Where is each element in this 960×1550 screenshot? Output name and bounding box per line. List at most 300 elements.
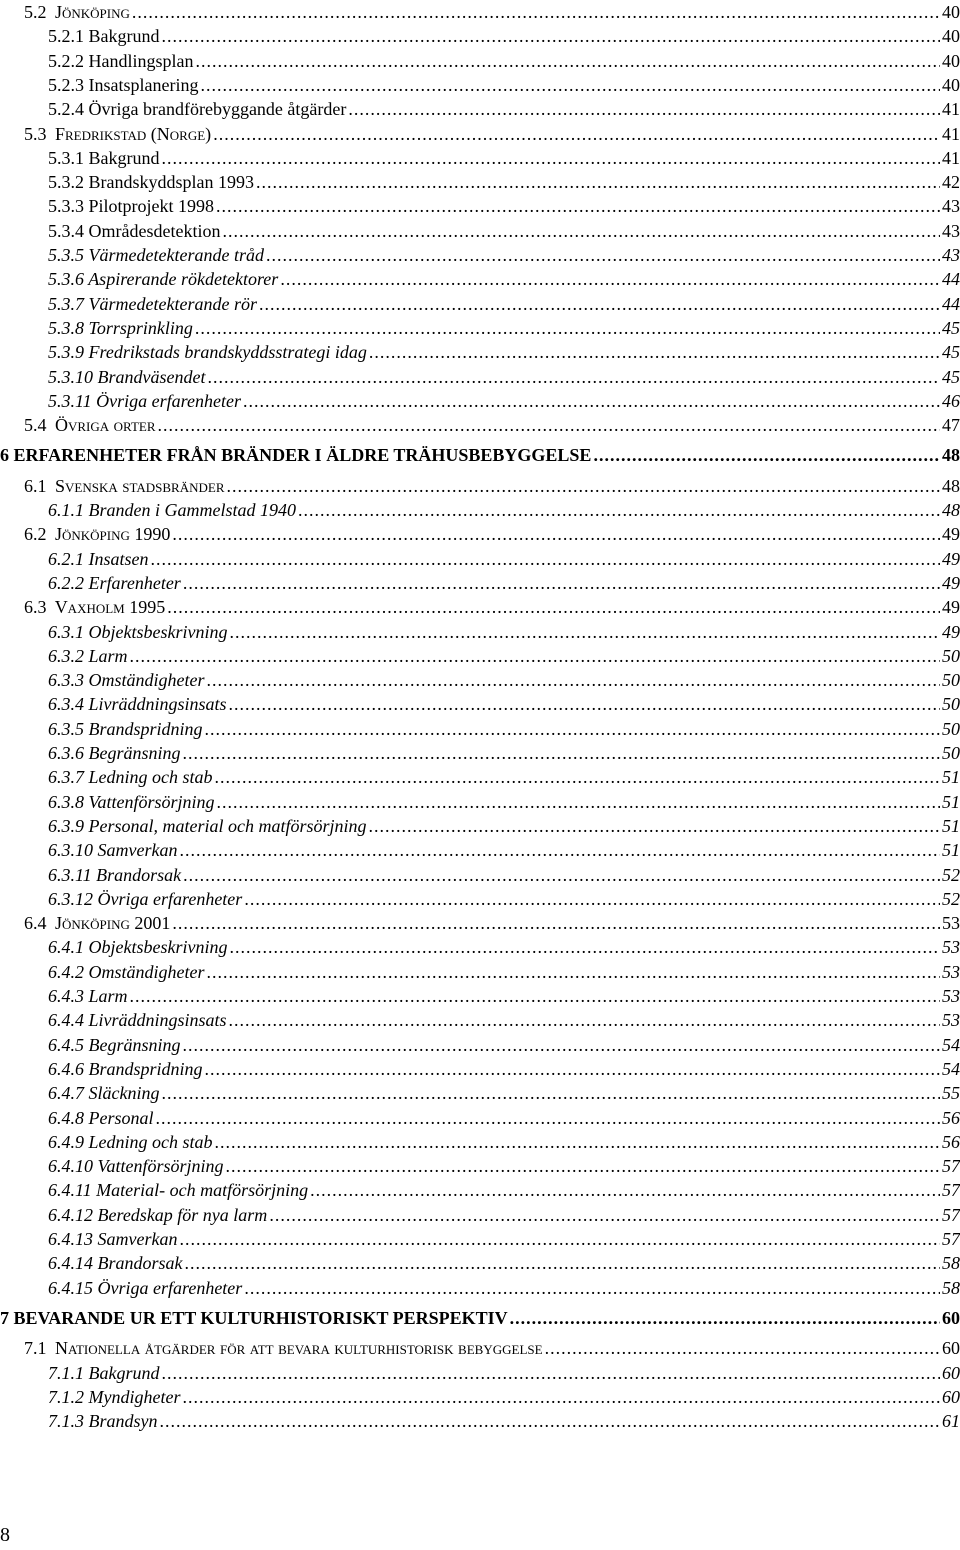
toc-entry-page: 58: [942, 1277, 960, 1298]
toc-leader-dots: [229, 1008, 940, 1032]
toc-entry-page: 57: [942, 1229, 960, 1249]
toc-entry-page: 53: [942, 937, 960, 958]
toc-entry[interactable]: [48, 194, 960, 218]
toc-entry-label: BEVARANDE UR ETT KULTURHISTORISKT PERSPEKTIV: [13, 1307, 508, 1328]
toc-entry-page: 53: [942, 913, 960, 934]
toc-entry-number: 6.4.3: [48, 986, 84, 1006]
toc-entry-page: 50: [942, 718, 960, 739]
toc-entry-label: Brandorsak: [97, 1253, 183, 1274]
toc-entry[interactable]: [48, 765, 960, 789]
toc-entry-number: 5.2.2: [48, 50, 84, 71]
toc-entry-label: Värmedetekterande tråd: [88, 245, 264, 265]
toc-entry-number: 6.2: [24, 524, 47, 545]
toc-entry-number: 5.3.4: [48, 220, 84, 241]
toc-entry-page: 45: [942, 342, 960, 363]
toc-leader-dots: [215, 765, 941, 789]
toc-entry[interactable]: [48, 960, 960, 984]
page-number: 8: [0, 1524, 10, 1546]
toc-entry-number: 6.3.8: [48, 791, 84, 812]
toc-leader-dots: [229, 620, 940, 644]
toc-entry-number: 6.4.7: [48, 1083, 84, 1104]
toc-entry[interactable]: [48, 1361, 960, 1385]
toc-entry[interactable]: [48, 1081, 960, 1105]
toc-entry-page: 49: [942, 548, 960, 569]
toc-entry-number: 5.2.4: [48, 99, 84, 120]
toc-leader-dots: [200, 73, 940, 97]
toc-entry[interactable]: [48, 1130, 960, 1154]
toc-entry[interactable]: [48, 814, 960, 838]
toc-entry-number: 5.3.3: [48, 196, 84, 217]
toc-entry-page: 60: [942, 1362, 960, 1383]
toc-entry-number: 6.4.9: [48, 1131, 84, 1152]
toc-entry[interactable]: [48, 1008, 960, 1032]
toc-entry-number: 6.2.1: [48, 548, 84, 569]
toc-entry-number: 5.3.10: [48, 366, 93, 387]
toc-entry-number: 6.4.12: [48, 1204, 93, 1225]
toc-entry[interactable]: [48, 984, 960, 1008]
toc-entry-page: 56: [942, 1131, 960, 1152]
toc-entry-number: 5.4: [24, 415, 47, 436]
toc-entry-number: 6.4.4: [48, 1010, 84, 1031]
toc-entry[interactable]: [48, 316, 960, 340]
toc-entry-page: 51: [942, 815, 960, 836]
toc-leader-dots: [207, 365, 940, 389]
toc-entry[interactable]: [48, 887, 960, 911]
toc-entry-number: 6.3.4: [48, 694, 84, 715]
toc-entry-page: 51: [942, 791, 960, 812]
toc-entry-title: [48, 97, 346, 121]
toc-entry-page: 60: [942, 1386, 960, 1407]
toc-leader-dots: [132, 0, 940, 24]
toc-entry-label: Brandspridning: [88, 1058, 203, 1079]
toc-entry-page: 50: [942, 645, 960, 666]
toc-leader-dots: [510, 1306, 940, 1330]
toc-entry[interactable]: [48, 170, 960, 194]
toc-entry[interactable]: [48, 340, 960, 364]
toc-entry-label: Personal, material och matförsörjning: [88, 815, 367, 836]
toc-entry-label: Bakgrund: [88, 147, 160, 168]
toc-entry-number: 5.2.3: [48, 74, 84, 95]
toc-entry-title: [48, 170, 254, 194]
toc-entry[interactable]: [48, 219, 960, 243]
toc-entry-title: [48, 340, 367, 364]
toc-entry-number: 5.3.1: [48, 147, 84, 168]
toc-entry-title: [48, 668, 205, 692]
toc-entry-page: 43: [942, 196, 960, 217]
toc-entry-label: Insatsplanering: [88, 74, 199, 95]
toc-leader-dots: [183, 571, 940, 595]
toc-entry[interactable]: [0, 1306, 960, 1330]
toc-leader-dots: [158, 413, 941, 437]
toc-entry-page: 50: [942, 743, 960, 763]
toc-leader-dots: [207, 668, 941, 692]
toc-entry[interactable]: [48, 1106, 960, 1130]
toc-entry[interactable]: [48, 790, 960, 814]
toc-entry-title: [48, 984, 128, 1008]
toc-entry-label: Begränsning: [88, 743, 181, 763]
toc-entry[interactable]: [48, 838, 960, 862]
toc-leader-dots: [162, 146, 941, 170]
toc-entry-label: Bakgrund: [88, 26, 160, 47]
toc-entry-label: Brandorsak: [96, 864, 182, 885]
toc-entry-title: [48, 887, 242, 911]
toc-entry-page: 57: [942, 1156, 960, 1177]
toc-entry-label: Torrsprinkling: [88, 317, 193, 338]
toc-entry-number: 6.4.6: [48, 1058, 84, 1079]
toc-entry[interactable]: [48, 1227, 960, 1251]
toc-entry-title: [48, 717, 203, 741]
toc-entry-number: 6.4.14: [48, 1253, 93, 1274]
toc-entry-title: [48, 1081, 159, 1105]
toc-entry[interactable]: [0, 443, 960, 467]
toc-entry-label: Jönköping 1990: [55, 524, 171, 545]
toc-entry-label: Övriga erfarenheter: [97, 1277, 243, 1298]
toc-leader-dots: [183, 741, 941, 765]
toc-entry-page: 49: [942, 524, 960, 545]
toc-leader-dots: [593, 443, 940, 467]
toc-entry[interactable]: [48, 1033, 960, 1057]
toc-leader-dots: [130, 644, 940, 668]
toc-entry-number: 6.4.10: [48, 1156, 93, 1177]
toc-entry-label: Vattenförsörjning: [97, 1156, 224, 1177]
toc-entry-title: [48, 644, 128, 668]
toc-entry[interactable]: [48, 49, 960, 73]
toc-entry-label: Objektsbeskrivning: [88, 621, 228, 642]
toc-entry-number: 5.3.11: [48, 390, 92, 411]
toc-leader-dots: [244, 1276, 940, 1300]
toc-entry-number: 7.1.3: [48, 1411, 84, 1432]
toc-entry-page: 52: [942, 888, 960, 909]
toc-entry[interactable]: [48, 1385, 960, 1409]
toc-entry-number: 7: [0, 1307, 9, 1328]
toc-entry-page: 53: [942, 986, 960, 1006]
toc-entry-title: [48, 1276, 242, 1300]
toc-entry[interactable]: [48, 1154, 960, 1178]
toc-entry[interactable]: [48, 243, 960, 267]
toc-leader-dots: [162, 24, 941, 48]
toc-entry[interactable]: [24, 1336, 960, 1360]
toc-entry-label: Övriga erfarenheter: [97, 888, 243, 909]
toc-leader-dots: [183, 863, 940, 887]
toc-entry[interactable]: [48, 1276, 960, 1300]
toc-entry-page: 54: [942, 1058, 960, 1079]
toc-leader-dots: [213, 122, 940, 146]
toc-entry-page: 45: [942, 366, 960, 387]
toc-entry[interactable]: [48, 668, 960, 692]
toc-entry[interactable]: [24, 0, 960, 24]
toc-entry-label: Fredrikstad (Norge): [55, 123, 212, 144]
toc-entry-title: [48, 24, 160, 48]
toc-entry-label: Insatsen: [88, 548, 149, 569]
toc-leader-dots: [172, 522, 940, 546]
toc-leader-dots: [205, 717, 940, 741]
toc-entry-title: [48, 219, 220, 243]
toc-entry-label: Begränsning: [88, 1034, 181, 1055]
toc-entry[interactable]: [48, 692, 960, 716]
toc-entry-page: 42: [942, 172, 960, 193]
toc-entry-title: [48, 194, 214, 218]
toc-entry-title: [48, 838, 177, 862]
toc-entry-title: [48, 243, 264, 267]
toc-leader-dots: [205, 1057, 940, 1081]
toc-leader-dots: [216, 194, 940, 218]
toc-entry-label: Omständigheter: [88, 670, 205, 691]
toc-entry-number: 6.3.1: [48, 621, 84, 642]
toc-entry-title: [48, 1154, 224, 1178]
toc-entry-label: Vattenförsörjning: [88, 791, 215, 812]
toc-entry-page: 49: [942, 621, 960, 642]
toc-entry-number: 6.4.13: [48, 1229, 93, 1249]
toc-entry-title: [48, 1106, 154, 1130]
toc-entry-label: Brandväsendet: [97, 366, 206, 387]
toc-entry[interactable]: [48, 1178, 960, 1202]
toc-entry-label: Ledning och stab: [88, 767, 213, 788]
toc-entry-label: Larm: [88, 645, 128, 666]
toc-entry-title: [48, 1227, 177, 1251]
toc-entry-title: [24, 1336, 543, 1360]
toc-leader-dots: [369, 814, 941, 838]
toc-entry-label: Övriga brandförebyggande åtgärder: [88, 99, 347, 120]
toc-entry[interactable]: [24, 122, 960, 146]
toc-entry-title: [24, 474, 225, 498]
toc-entry-page: 54: [942, 1034, 960, 1055]
toc-entry-title: [48, 1203, 267, 1227]
toc-leader-dots: [156, 1106, 941, 1130]
toc-entry-page: 44: [942, 269, 960, 290]
toc-leader-dots: [167, 595, 940, 619]
toc-entry-number: 6.3.6: [48, 743, 84, 763]
toc-entry[interactable]: [48, 73, 960, 97]
toc-leader-dots: [215, 1130, 941, 1154]
toc-entry-title: [0, 443, 591, 467]
toc-leader-dots: [369, 340, 940, 364]
toc-entry-page: 43: [942, 245, 960, 265]
toc-entry-title: [24, 413, 156, 437]
toc-entry-label: Branden i Gammelstad 1940: [88, 500, 296, 520]
toc-entry-title: [48, 316, 193, 340]
toc-entry-number: 6.3.10: [48, 840, 93, 861]
toc-entry[interactable]: [48, 97, 960, 121]
toc-entry-label: Samverkan: [97, 840, 178, 861]
toc-entry-page: 41: [942, 147, 960, 168]
toc-entry-number: 5.2.1: [48, 26, 84, 47]
toc-entry[interactable]: [48, 498, 960, 522]
toc-entry-label: Ledning och stab: [88, 1131, 213, 1152]
toc-entry-label: Beredskap för nya larm: [97, 1204, 268, 1225]
toc-entry-page: 57: [942, 1180, 960, 1201]
toc-entry-title: [48, 1385, 180, 1409]
toc-entry-page: 45: [942, 317, 960, 338]
toc-entry-number: 6.3: [24, 597, 47, 618]
toc-entry-title: [48, 267, 278, 291]
toc-entry-page: 51: [942, 767, 960, 788]
toc-entry-title: [24, 0, 130, 24]
toc-entry[interactable]: [48, 571, 960, 595]
toc-entry-title: [24, 595, 165, 619]
toc-entry-title: [48, 765, 213, 789]
toc-entry-title: [48, 935, 227, 959]
toc-leader-dots: [259, 292, 940, 316]
toc-leader-dots: [269, 1203, 940, 1227]
toc-entry-label: Värmedetekterande rör: [88, 293, 257, 314]
toc-entry-page: 53: [942, 961, 960, 982]
toc-entry[interactable]: [48, 717, 960, 741]
toc-leader-dots: [227, 474, 941, 498]
toc-entry[interactable]: [48, 24, 960, 48]
toc-leader-dots: [226, 1154, 940, 1178]
toc-entry[interactable]: [48, 863, 960, 887]
toc-entry[interactable]: [48, 547, 960, 571]
toc-entry-label: Myndigheter: [88, 1386, 181, 1407]
toc-entry-number: 7.1.2: [48, 1386, 84, 1407]
toc-entry-page: 40: [942, 26, 960, 47]
toc-entry-label: ERFARENHETER FRÅN BRÄNDER I ÄLDRE TRÄHUSBEBYGGELSE: [13, 445, 592, 466]
toc-leader-dots: [310, 1178, 940, 1202]
toc-entry-page: 53: [942, 1010, 960, 1031]
toc-entry[interactable]: [48, 267, 960, 291]
toc-entry[interactable]: [48, 1057, 960, 1081]
toc-entry-number: 6: [0, 445, 9, 466]
toc-entry-number: 7.1.1: [48, 1362, 84, 1383]
toc-entry-label: Brandskyddsplan 1993: [88, 172, 254, 193]
toc-entry-label: Samverkan: [97, 1229, 178, 1249]
toc-leader-dots: [179, 1227, 940, 1251]
toc-entry-title: [48, 146, 160, 170]
toc-entry-label: Områdesdetektion: [88, 220, 221, 241]
toc-entry-page: 58: [942, 1253, 960, 1274]
toc-entry-number: 6.4.2: [48, 961, 84, 982]
toc-entry-page: 60: [942, 1307, 960, 1328]
toc-leader-dots: [545, 1336, 940, 1360]
toc-entry-title: [48, 1409, 158, 1433]
toc-entry[interactable]: [48, 741, 960, 765]
toc-entry-title: [48, 741, 181, 765]
toc-leader-dots: [130, 984, 940, 1008]
toc-entry-number: 5.3.9: [48, 342, 84, 363]
toc-entry-page: 60: [942, 1338, 960, 1359]
toc-leader-dots: [182, 1385, 940, 1409]
toc-leader-dots: [222, 219, 940, 243]
toc-entry-label: Övriga orter: [55, 415, 156, 436]
toc-leader-dots: [161, 1081, 940, 1105]
toc-leader-dots: [207, 960, 941, 984]
toc-entry-label: Brandspridning: [88, 718, 203, 739]
toc-entry-title: [48, 1008, 227, 1032]
toc-leader-dots: [196, 49, 941, 73]
toc-leader-dots: [151, 547, 941, 571]
toc-entry-number: 6.4: [24, 913, 47, 934]
toc-entry[interactable]: [24, 413, 960, 437]
toc-entry[interactable]: [48, 620, 960, 644]
toc-entry-number: 6.4.11: [48, 1180, 92, 1201]
toc-entry[interactable]: [48, 292, 960, 316]
toc-leader-dots: [162, 1361, 941, 1385]
toc-entry[interactable]: [48, 935, 960, 959]
toc-entry[interactable]: [24, 474, 960, 498]
toc-entry-title: [48, 1178, 308, 1202]
toc-entry-number: 6.3.7: [48, 767, 84, 788]
toc-leader-dots: [185, 1251, 941, 1275]
toc-entry-number: 6.4.15: [48, 1277, 93, 1298]
toc-entry-number: 6.1: [24, 475, 47, 496]
toc-entry-label: Personal: [88, 1107, 154, 1128]
toc-entry[interactable]: [48, 1251, 960, 1275]
toc-entry-title: [48, 365, 205, 389]
toc-leader-dots: [195, 316, 940, 340]
toc-entry-label: Brandsyn: [88, 1411, 158, 1432]
toc-entry-page: 51: [942, 840, 960, 861]
toc-entry-title: [24, 522, 170, 546]
toc-entry-title: [48, 814, 367, 838]
toc-entry-title: [48, 571, 181, 595]
toc-entry-title: [48, 1130, 213, 1154]
toc-entry[interactable]: [24, 522, 960, 546]
toc-leader-dots: [179, 838, 940, 862]
toc-entry-title: [48, 863, 181, 887]
toc-entry-number: 5.3.5: [48, 245, 84, 265]
toc-entry-number: 5.2: [24, 2, 47, 22]
toc-entry[interactable]: [48, 146, 960, 170]
toc-entry-page: 46: [942, 390, 960, 411]
toc-entry-page: 49: [942, 597, 960, 618]
toc-entry-label: Omständigheter: [88, 961, 205, 982]
toc-entry[interactable]: [48, 644, 960, 668]
toc-entry-label: Svenska stadsbränder: [55, 475, 225, 496]
toc-entry[interactable]: [48, 389, 960, 413]
toc-entry-title: [48, 498, 296, 522]
toc-entry-label: Övriga erfarenheter: [96, 390, 241, 411]
toc-entry-label: Aspirerande rökdetektorer: [88, 269, 279, 290]
toc-entry-page: 40: [942, 74, 960, 95]
toc-entry-title: [48, 1033, 181, 1057]
toc-entry-title: [48, 1361, 160, 1385]
toc-entry-page: 49: [942, 572, 960, 593]
toc-entry-page: 41: [942, 99, 960, 120]
toc-entry-label: Vaxholm 1995: [54, 597, 166, 618]
toc-leader-dots: [266, 243, 940, 267]
toc-entry-page: 55: [942, 1083, 960, 1104]
toc-entry-page: 57: [942, 1204, 960, 1225]
toc-entry-title: [48, 1057, 203, 1081]
toc-entry-number: 5.3.2: [48, 172, 84, 193]
toc-entry-label: Livräddningsinsats: [88, 1010, 227, 1031]
toc-entry-label: Nationella åtgärder för att bevara kulturhistorisk bebyggelse: [55, 1338, 543, 1359]
toc-entry-title: [48, 389, 241, 413]
toc-leader-dots: [280, 267, 940, 291]
toc-entry[interactable]: [24, 911, 960, 935]
toc-entry-label: Pilotprojekt 1998: [88, 196, 214, 217]
toc-entry-page: 41: [942, 123, 960, 144]
toc-entry-number: 6.4.5: [48, 1034, 84, 1055]
toc-entry-title: [48, 73, 198, 97]
toc-entry[interactable]: [48, 1203, 960, 1227]
toc-entry-page: 43: [942, 220, 960, 241]
toc-leader-dots: [298, 498, 940, 522]
toc-leader-dots: [172, 911, 940, 935]
toc-leader-dots: [348, 97, 940, 121]
toc-entry-number: 5.3.8: [48, 317, 84, 338]
toc-entry[interactable]: [48, 1409, 960, 1433]
toc-entry-title: [24, 911, 170, 935]
toc-entry[interactable]: [24, 595, 960, 619]
toc-entry-page: 48: [942, 475, 960, 496]
toc-entry-title: [48, 692, 227, 716]
toc-entry-number: 6.3.11: [48, 864, 92, 885]
toc-entry[interactable]: [48, 365, 960, 389]
toc-entry-label: Bakgrund: [88, 1362, 160, 1383]
toc-entry-page: 40: [942, 2, 960, 22]
toc-entry-title: [48, 620, 227, 644]
